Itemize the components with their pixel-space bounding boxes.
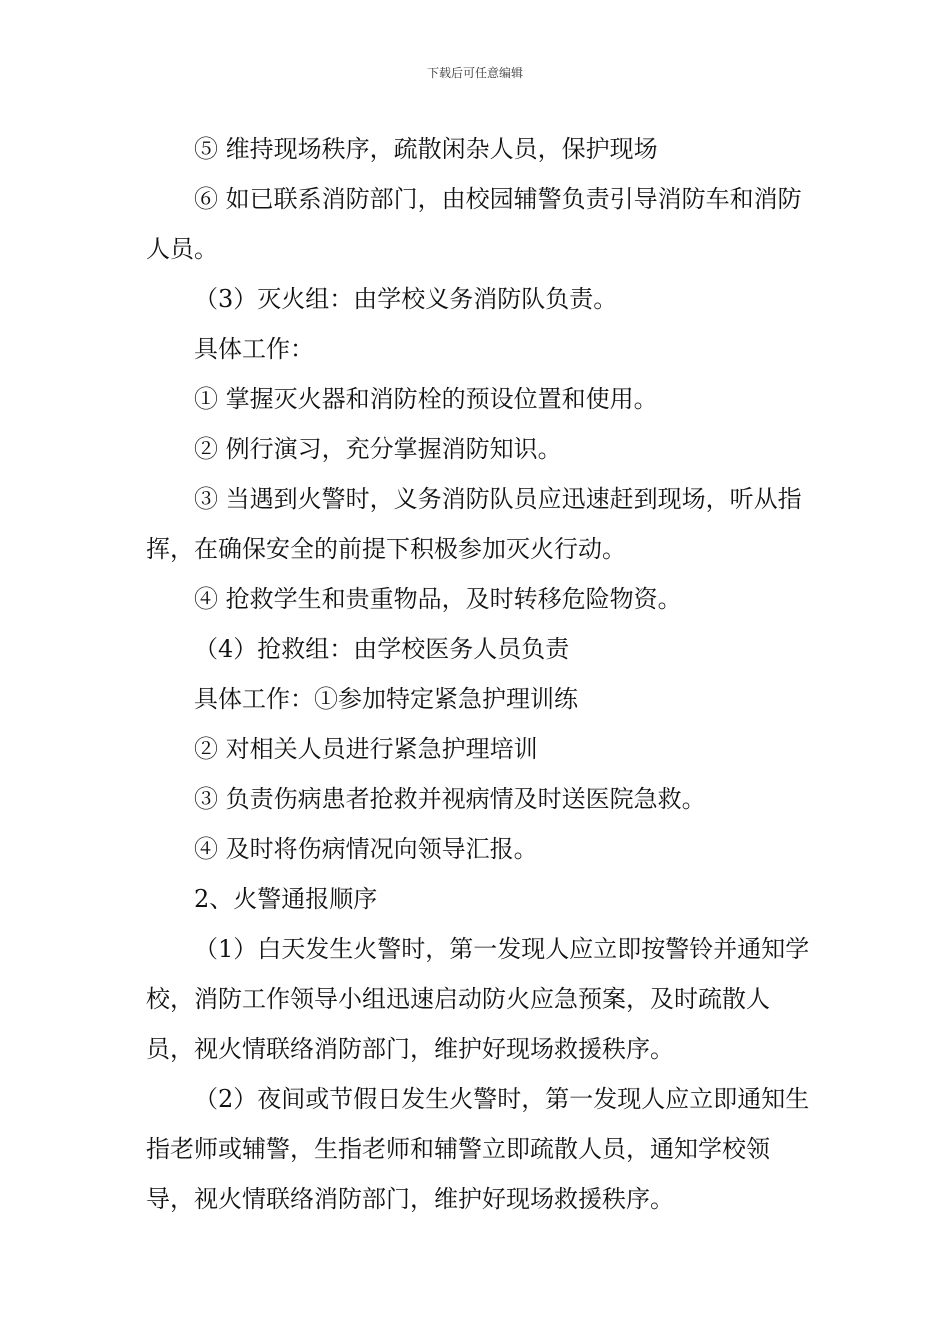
paragraph: ④ 及时将伤病情况向领导汇报。 <box>194 835 538 863</box>
section-heading: 2、火警通报顺序 <box>194 885 378 913</box>
paragraph: ② 例行演习，充分掌握消防知识。 <box>194 435 562 463</box>
paragraph: ④ 抢救学生和贵重物品，及时转移危险物资。 <box>194 585 682 613</box>
paragraph: （4）抢救组：由学校医务人员负责 <box>194 635 570 663</box>
paragraph: （3）灭火组：由学校义务消防队负责。 <box>194 285 618 313</box>
paragraph: 具体工作： <box>194 335 314 363</box>
paragraph: 具体工作：①参加特定紧急护理训练 <box>194 685 578 713</box>
paragraph: ② 对相关人员进行紧急护理培训 <box>194 735 538 763</box>
paragraph: （1）白天发生火警时，第一发现人应立即按警铃并通知学校，消防工作领导小组迅速启动防火应急预案，及时疏散人员，视火情联络消防部门，维护好现场救援秩序。 <box>146 935 810 1063</box>
paragraph: ③ 当遇到火警时，义务消防队员应迅速赶到现场，听从指挥，在确保安全的前提下积极参加灭火行动。 <box>146 485 802 563</box>
paragraph: ⑤ 维持现场秩序，疏散闲杂人员，保护现场 <box>194 135 658 163</box>
paragraph: ③ 负责伤病患者抢救并视病情及时送医院急救。 <box>194 785 706 813</box>
paragraph: ① 掌握灭火器和消防栓的预设位置和使用。 <box>194 385 658 413</box>
paragraph: （2）夜间或节假日发生火警时，第一发现人应立即通知生指老师或辅警，生指老师和辅警立即疏散人员，通知学校领导，视火情联络消防部门，维护好现场救援秩序。 <box>146 1085 810 1213</box>
page-header: 下载后可任意编辑 <box>426 66 523 80</box>
paragraph: ⑥ 如已联系消防部门，由校园辅警负责引导消防车和消防人员。 <box>146 185 802 263</box>
